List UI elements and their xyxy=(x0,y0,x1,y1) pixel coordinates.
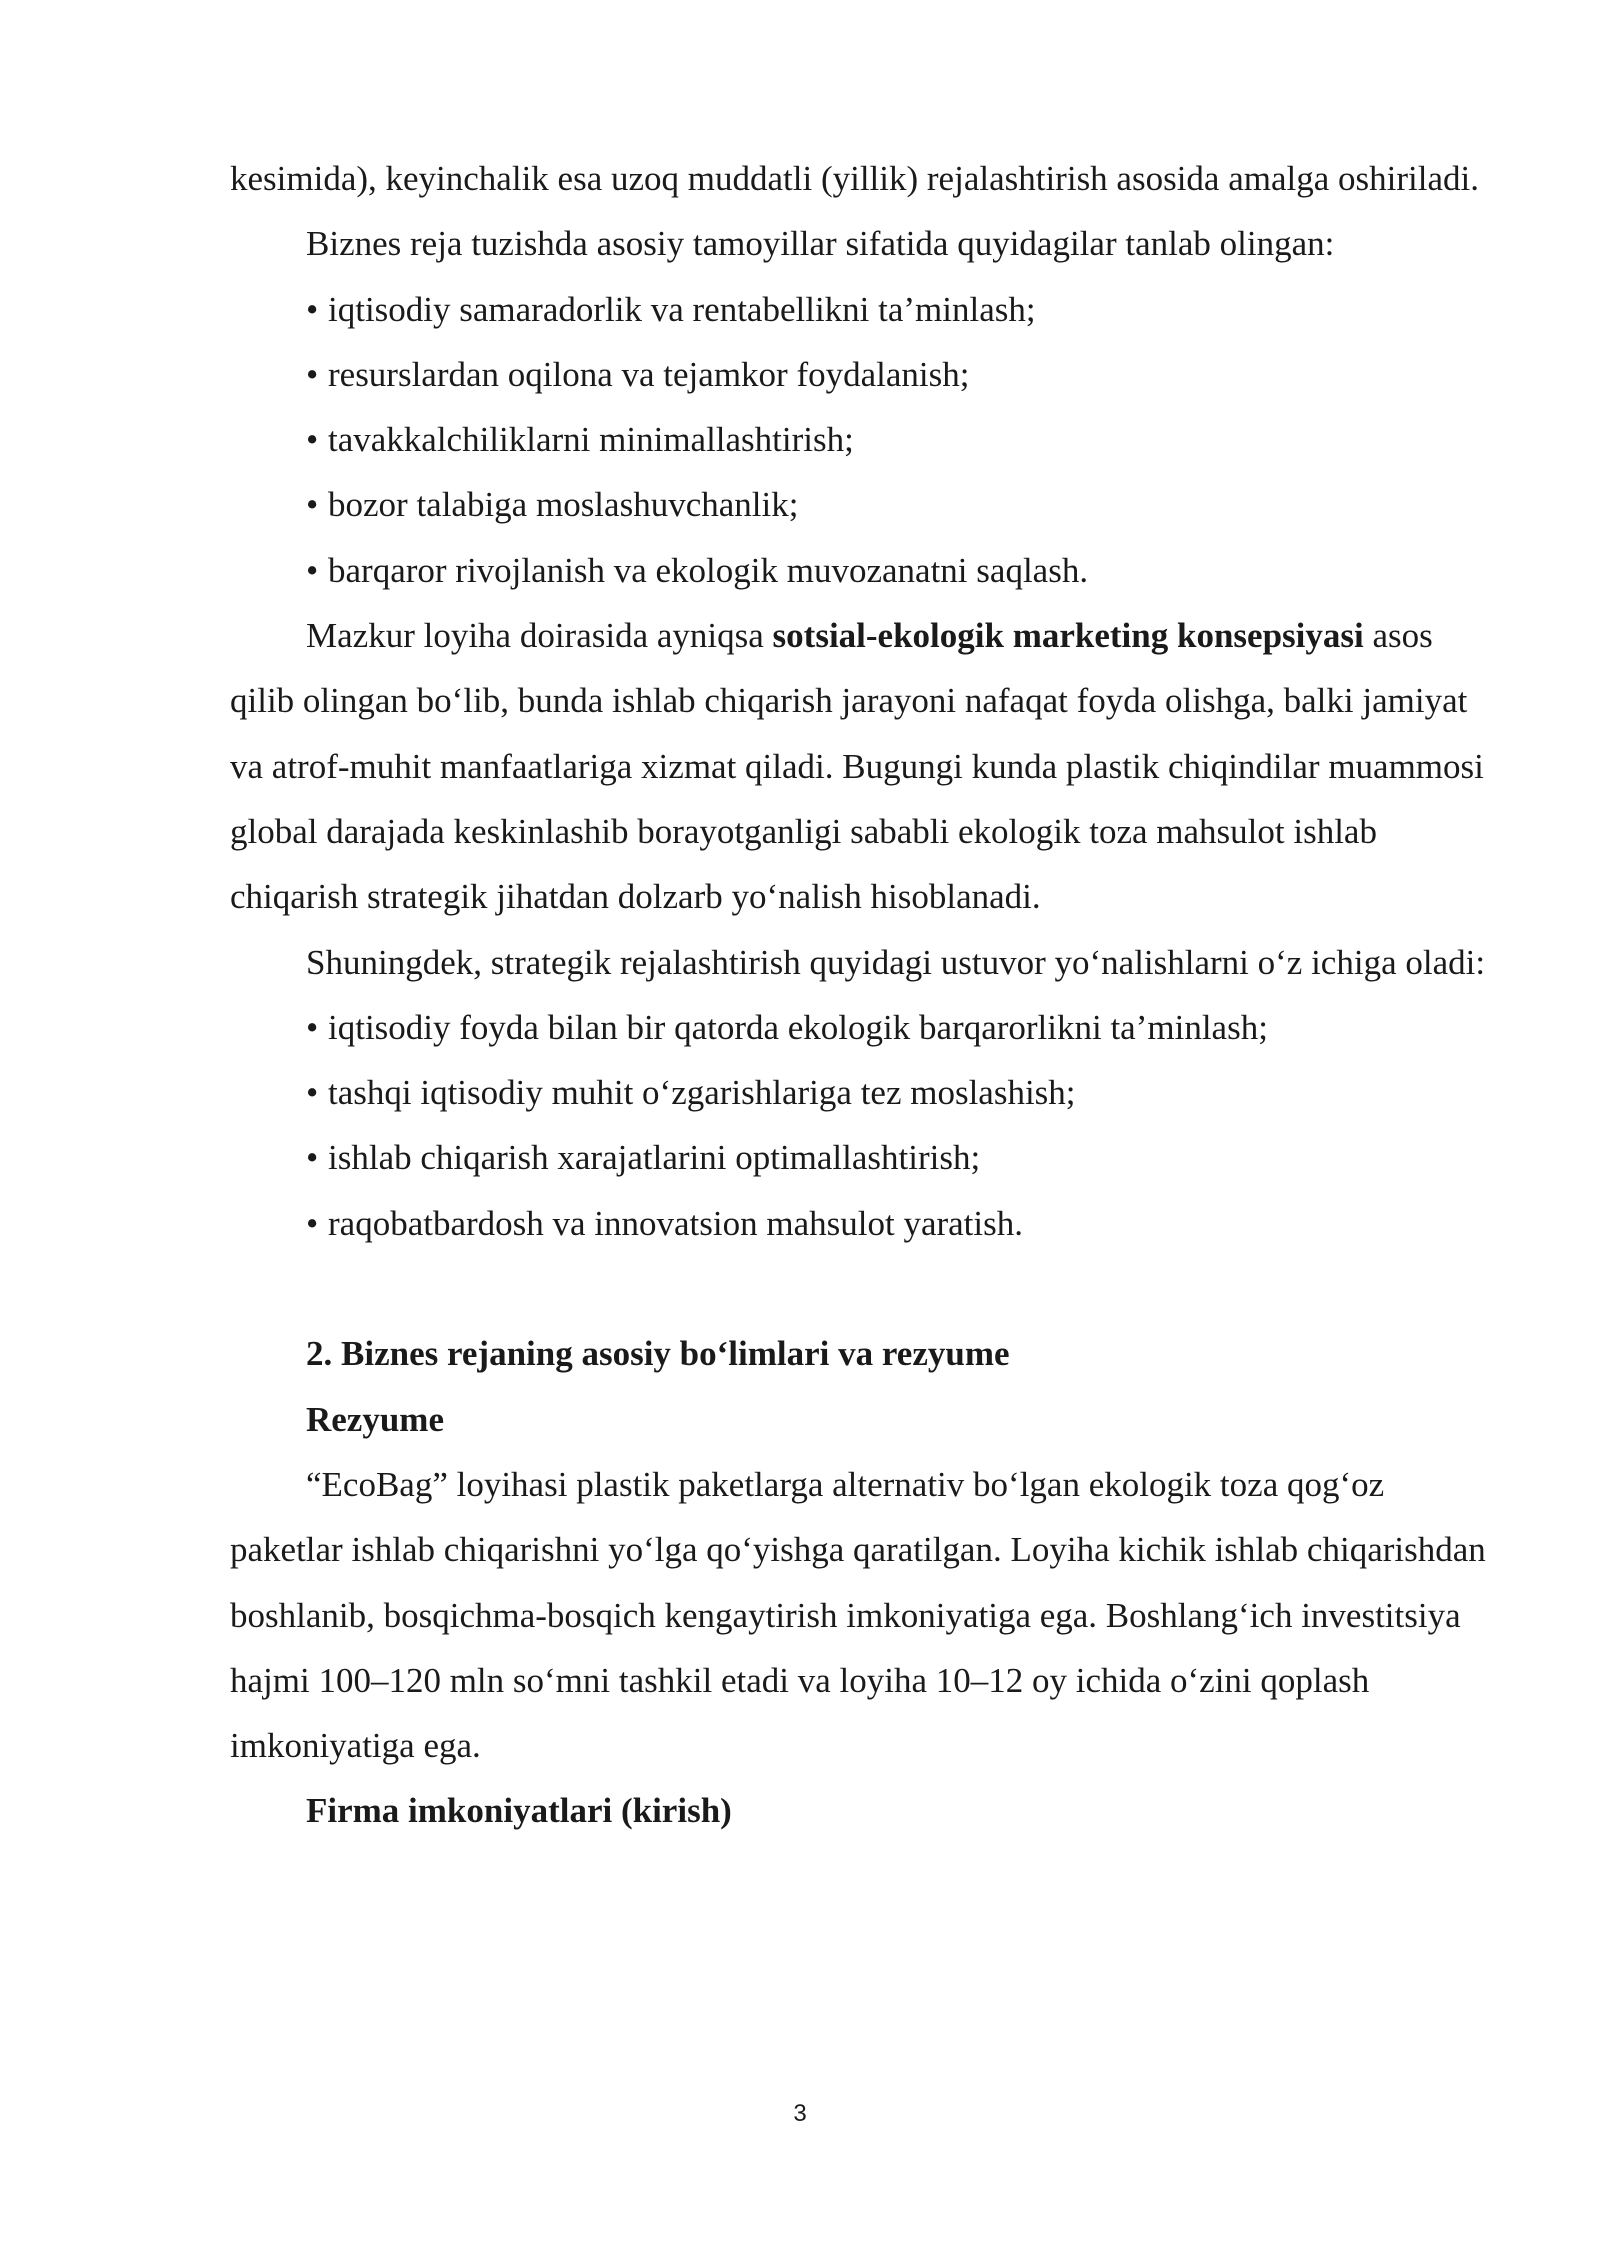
paragraph-text: Mazkur loyiha doirasida ayniqsa xyxy=(306,616,773,656)
list-item xyxy=(230,1060,1490,1125)
bullet-icon: • xyxy=(306,1007,319,1047)
list-item-text: barqaror rivojlanish va ekologik muvozanatni saqlash. xyxy=(328,550,1089,590)
paragraph-summary: “EcoBag” loyihasi plastik paketlarga alternativ bo‘lgan ekologik toza qog‘oz paketlar ishlab chiqarishni yo‘lga qo‘yishga qaratilgan. Loyiha kichik ishlab chiqarishdan boshlanib, bosqichma-bosqich kengaytirish imkoniyatiga ega. Boshlang‘ich investitsiya hajmi 100–120 mln so‘mni tashkil etadi va loyiha 10–12 oy ichida o‘zini qoplash imkoniyatiga ega. xyxy=(230,1464,1486,1766)
page-body xyxy=(230,146,1490,1844)
list-item-text: raqobatbardosh va innovatsion mahsulot yaratish. xyxy=(328,1203,1023,1243)
list-item xyxy=(230,472,1490,537)
list-item xyxy=(230,277,1490,342)
list-item xyxy=(230,538,1490,603)
emphasized-term: sotsial-ekologik marketing konsepsiyasi xyxy=(772,616,1364,656)
list-item xyxy=(230,1191,1490,1256)
paragraph-priorities-intro: Shuningdek, strategik rejalashtirish quyidagi ustuvor yo‘nalishlarni o‘z ichiga oladi: xyxy=(306,942,1486,982)
list-item-text: iqtisodiy samaradorlik va rentabellikni ta’minlash; xyxy=(328,289,1036,329)
section-spacer xyxy=(230,1256,1490,1321)
list-item xyxy=(230,342,1490,407)
list-item-text: tashqi iqtisodiy muhit o‘zgarishlariga tez moslashish; xyxy=(328,1073,1076,1113)
list-item-text: iqtisodiy foyda bilan bir qatorda ekologik barqarorlikni ta’minlash; xyxy=(328,1007,1268,1047)
bullet-icon: • xyxy=(306,420,319,460)
list-item xyxy=(230,995,1490,1060)
subheading-company-capabilities: Firma imkoniyatlari (kirish) xyxy=(306,1791,732,1831)
section-heading: 2. Biznes rejaning asosiy bo‘limlari va rezyume xyxy=(306,1334,1010,1374)
list-item xyxy=(230,407,1490,472)
bullet-icon: • xyxy=(306,289,319,329)
paragraph-continuation: kesimida), keyinchalik esa uzoq muddatli (yillik) rejalashtirish asosida amalga oshiriladi. xyxy=(230,159,1479,198)
list-item-text: ishlab chiqarish xarajatlarini optimallashtirish; xyxy=(328,1138,981,1178)
bullet-icon: • xyxy=(306,485,319,525)
list-item-text: resurslardan oqilona va tejamkor foydalanish; xyxy=(328,354,970,394)
principles-list xyxy=(230,277,1490,603)
subheading-summary: Rezyume xyxy=(306,1399,445,1439)
paragraph-marketing-concept xyxy=(230,603,1490,929)
bullet-icon: • xyxy=(306,354,319,394)
page-number: 3 xyxy=(793,2100,807,2127)
bullet-icon: • xyxy=(306,1203,319,1243)
bullet-icon: • xyxy=(306,1138,319,1178)
bullet-icon: • xyxy=(306,1073,319,1113)
paragraph-text: asos qilib olingan bo‘lib, bunda ishlab chiqarish jarayoni nafaqat foyda olishga, balki jamiyat va atrof-muhit manfaatlariga xizmat qiladi. Bugungi kunda plastik chiqindilar muammosi global darajada keskinlashib borayotganligi sababli ekologik toza mahsulot ishlab chiqarish strategik jihatdan dolzarb yo‘nalish hisoblanadi. xyxy=(230,616,1484,917)
list-item-text: tavakkalchiliklarni minimallashtirish; xyxy=(328,420,854,460)
list-item xyxy=(230,1125,1490,1190)
bullet-icon: • xyxy=(306,550,319,590)
priorities-list xyxy=(230,995,1490,1256)
paragraph-principles-intro: Biznes reja tuzishda asosiy tamoyillar sifatida quyidagilar tanlab olingan: xyxy=(306,224,1335,264)
list-item-text: bozor talabiga moslashuvchanlik; xyxy=(328,485,799,525)
